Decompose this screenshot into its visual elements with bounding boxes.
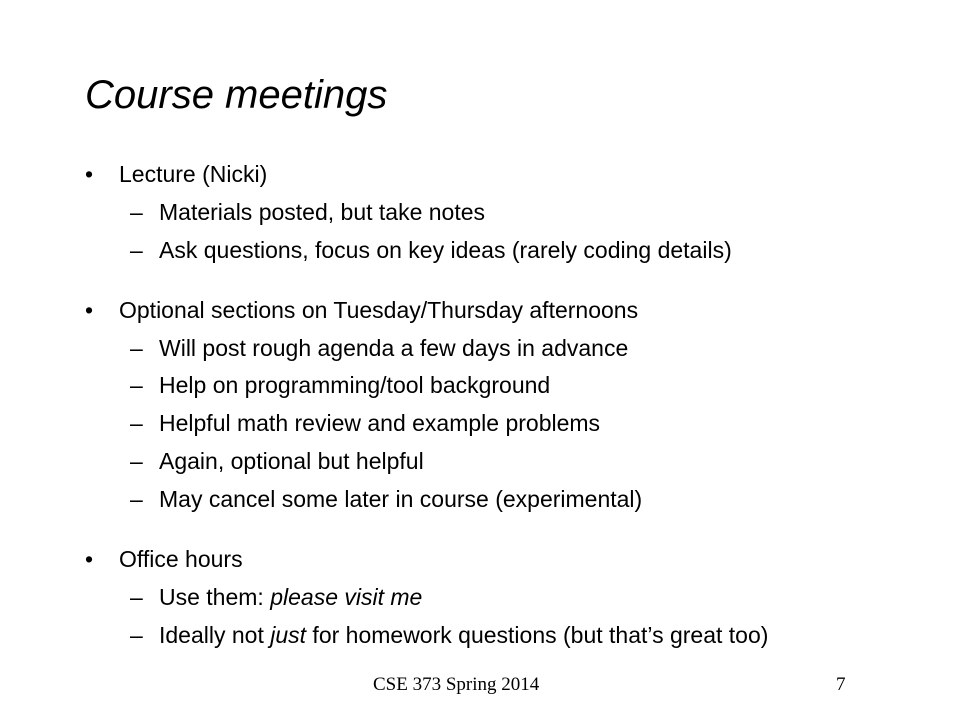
sub-item bbox=[130, 583, 422, 611]
sub-item-text: Ask questions, focus on key ideas (rarely coding details) bbox=[159, 237, 732, 263]
bullet-text: Optional sections on Tuesday/Thursday afternoons bbox=[119, 297, 639, 323]
sub-item-text-before: Ideally not bbox=[159, 622, 271, 648]
sub-item bbox=[130, 371, 550, 399]
bullet-mark: • bbox=[85, 546, 94, 572]
bullet-lecture bbox=[85, 160, 267, 188]
footer-course: CSE 373 Spring 2014 bbox=[373, 674, 540, 695]
dash-mark: – bbox=[130, 199, 143, 225]
sub-item bbox=[130, 485, 642, 513]
sub-item-text: May cancel some later in course (experimental) bbox=[159, 486, 643, 512]
dash-mark: – bbox=[130, 584, 143, 610]
sub-item-text: Helpful math review and example problems bbox=[159, 410, 601, 436]
bullet-text: Office hours bbox=[119, 546, 243, 572]
dash-mark: – bbox=[130, 237, 143, 263]
dash-mark: – bbox=[130, 372, 143, 398]
dash-mark: – bbox=[130, 622, 143, 648]
sub-item bbox=[130, 409, 600, 437]
sub-item bbox=[130, 334, 628, 362]
bullet-text: Lecture (Nicki) bbox=[119, 161, 268, 187]
sub-item bbox=[130, 621, 768, 649]
sub-item-text-before: Use them: bbox=[159, 584, 271, 610]
sub-item bbox=[130, 198, 485, 226]
dash-mark: – bbox=[130, 486, 143, 512]
sub-item bbox=[130, 236, 732, 264]
bullet-mark: • bbox=[85, 297, 94, 323]
sub-item-text-after: for homework questions (but that’s great too) bbox=[306, 622, 769, 648]
dash-mark: – bbox=[130, 448, 143, 474]
sub-item-text: Materials posted, but take notes bbox=[159, 199, 486, 225]
sub-item-text: Help on programming/tool background bbox=[159, 372, 551, 398]
sub-item-text: Will post rough agenda a few days in advance bbox=[159, 335, 629, 361]
sub-item-emphasis: please visit me bbox=[270, 584, 423, 610]
slide-title: Course meetings bbox=[85, 73, 388, 117]
footer-page-number: 7 bbox=[836, 674, 846, 695]
bullet-optional-sections bbox=[85, 296, 638, 324]
sub-item bbox=[130, 447, 424, 475]
sub-item-text: Again, optional but helpful bbox=[159, 448, 424, 474]
dash-mark: – bbox=[130, 335, 143, 361]
sub-item-emphasis: just bbox=[270, 622, 307, 648]
bullet-office-hours bbox=[85, 545, 243, 573]
bullet-mark: • bbox=[85, 161, 94, 187]
dash-mark: – bbox=[130, 410, 143, 436]
